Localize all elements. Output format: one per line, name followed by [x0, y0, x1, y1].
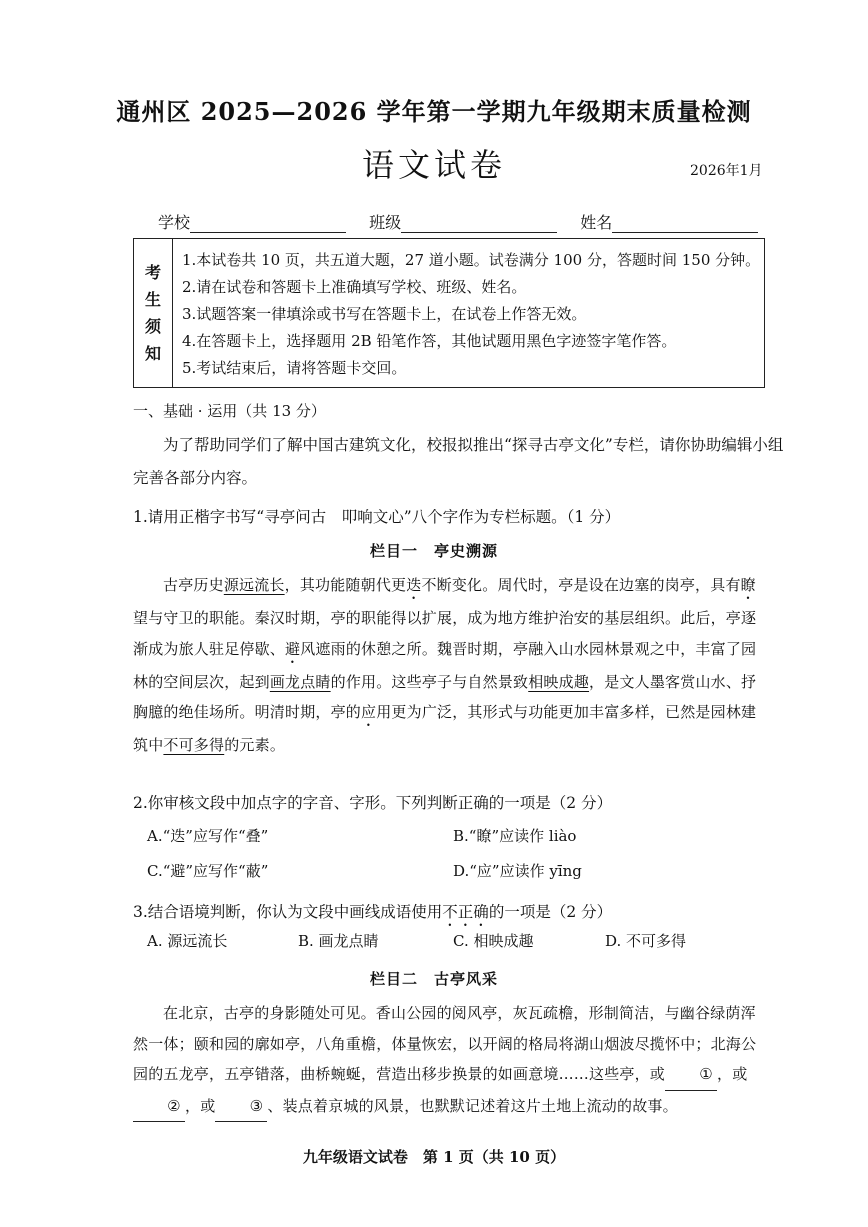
notice-label-char: 知: [144, 344, 161, 363]
class-label: 班级: [369, 213, 402, 232]
dotted-char: 避: [285, 639, 301, 658]
notice-list: [182, 247, 760, 382]
notice-label-char: 生: [144, 290, 161, 309]
answer-blank-3[interactable]: ③: [215, 1091, 267, 1123]
q2-option-b[interactable]: B.“瞭”应读作 liào: [453, 827, 577, 845]
passage-text: ，其功能随朝代更: [284, 576, 407, 594]
notice-item: 1.本试卷共 10 页，共五道大题，27 道小题。试卷满分 100 分，答题时间 150 分钟。: [182, 251, 761, 269]
question-text: 3.结合语境判断，你认为文段中画线成语使用: [133, 903, 443, 921]
section-heading: 一、基础 · 运用（共 13 分）: [133, 402, 326, 420]
notice-item: 4.在答题卡上，选择题用 2B 铅笔作答，其他试题用黑色字迹签字笔作答。: [182, 332, 677, 350]
q3-option-c[interactable]: C. 相映成趣: [453, 932, 534, 950]
question-2: 2.你审核文段中加点字的字音、字形。下列判断正确的一项是（2 分）: [133, 794, 613, 812]
answer-blank-1[interactable]: ①: [665, 1059, 717, 1091]
student-info-row: [158, 210, 758, 233]
intro-line-2: 完善各部分内容。: [133, 469, 258, 487]
subject-title: 语文试卷: [361, 146, 506, 184]
class-field[interactable]: [369, 210, 557, 233]
dotted-emphasis: 不正确: [442, 903, 489, 921]
passage-text: 用更为广泛，其形式与功能更加丰富多样，已然是园林建筑中: [133, 703, 757, 754]
class-line[interactable]: [401, 216, 557, 233]
answer-blank-2[interactable]: ②: [133, 1091, 185, 1123]
passage-text: ，是文人墨客赏山水、抒胸臆的绝佳场所。明清时期，亭的: [133, 672, 757, 721]
exam-date: 2026年1月: [690, 163, 763, 179]
column-2-title: 栏目二 古亭风采: [369, 970, 498, 988]
dotted-char: 迭: [406, 576, 422, 594]
q3-option-d[interactable]: D. 不可多得: [605, 932, 687, 950]
passage-text: 、装点着京城的风景，也默默记述着这片土地上流动的故事。: [267, 1096, 678, 1115]
passage-text: 在北京，古亭的身影随处可见。香山公园的阅风亭，灰瓦疏檐，形制简洁，与幽谷绿荫浑然一体；颐和园的廓如亭，八角重檐，体量恢宏，以开阔的格局将湖山烟波尽揽怀中；北海公园的五龙亭，五亭错落，曲桥蜿蜒，营造出移步换景的如画意境……这些亭，或: [133, 1004, 757, 1083]
passage-1: [133, 570, 763, 761]
q3-option-a[interactable]: A. 源远流长: [147, 932, 228, 950]
school-field[interactable]: [158, 210, 346, 233]
notice-item: 2.请在试卷和答题卡上准确填写学校、班级、姓名。: [182, 278, 527, 296]
dotted-char: 应: [361, 703, 377, 721]
name-line[interactable]: [612, 216, 758, 233]
notice-item: 5.考试结束后，请将答题卡交回。: [182, 359, 407, 377]
question-3: [133, 897, 612, 930]
underlined-idiom: 源远流长: [223, 576, 285, 594]
underlined-idiom: 不可多得: [163, 736, 225, 754]
notice-label-char: 须: [144, 317, 161, 336]
passage-text: 的元素。: [224, 736, 286, 754]
exam-title: 通州区 2025—2026 学年第一学期九年级期末质量检测: [116, 97, 752, 126]
underlined-idiom: 画龙点睛: [269, 672, 331, 691]
notice-item: 3.试题答案一律填涂或书写在答题卡上，在试卷上作答无效。: [182, 305, 587, 323]
name-label: 姓名: [580, 213, 613, 232]
underlined-idiom: 相映成趣: [528, 672, 590, 691]
question-1: 1.请用正楷字书写“寻亭问古 叩响文心”八个字作为专栏标题。（1 分）: [133, 508, 621, 526]
intro-line-1: 为了帮助同学们了解中国古建筑文化，校报拟推出“探寻古亭文化”专栏，请你协助编辑小组: [163, 436, 784, 454]
passage-text: 古亭历史: [163, 576, 224, 594]
exam-notice-box: [133, 238, 765, 388]
passage-text: 不断变化。周代时，亭是设在边塞的岗亭，具有: [421, 576, 741, 594]
passage-text: ，或: [717, 1065, 748, 1083]
notice-label: [134, 239, 173, 387]
page-footer: 九年级语文试卷 第 1 页（共 10 页）: [302, 1148, 566, 1166]
passage-text: ，或: [185, 1096, 216, 1115]
passage-text: 的作用。这些亭子与自然景致: [330, 672, 529, 691]
q2-option-d[interactable]: D.“应”应读作 yīng: [453, 862, 582, 880]
school-label: 学校: [158, 213, 191, 232]
q2-option-c[interactable]: C.“避”应写作“蔽”: [147, 862, 269, 880]
q3-option-b[interactable]: B. 画龙点睛: [298, 932, 379, 950]
name-field[interactable]: [580, 210, 758, 233]
passage-text: 风遮雨的休憩之所。魏晋时期，亭融入山水园林景观之中，丰富了园林的空间层次，起到: [133, 639, 757, 691]
question-text: 的一项是（2 分）: [488, 903, 613, 921]
passage-2: [133, 998, 763, 1122]
column-1-title: 栏目一 亭史溯源: [369, 542, 498, 560]
passage-text: 望与守卫的职能。秦汉时期，亭的职能得以扩展，成为地方维护治安的基层组织。此后，亭逐渐成为旅人驻足停歇、: [133, 609, 757, 658]
q2-option-a[interactable]: A.“迭”应写作“叠”: [147, 827, 269, 845]
school-line[interactable]: [190, 216, 346, 233]
notice-label-char: 考: [144, 263, 161, 282]
dotted-char: 瞭: [740, 576, 756, 594]
